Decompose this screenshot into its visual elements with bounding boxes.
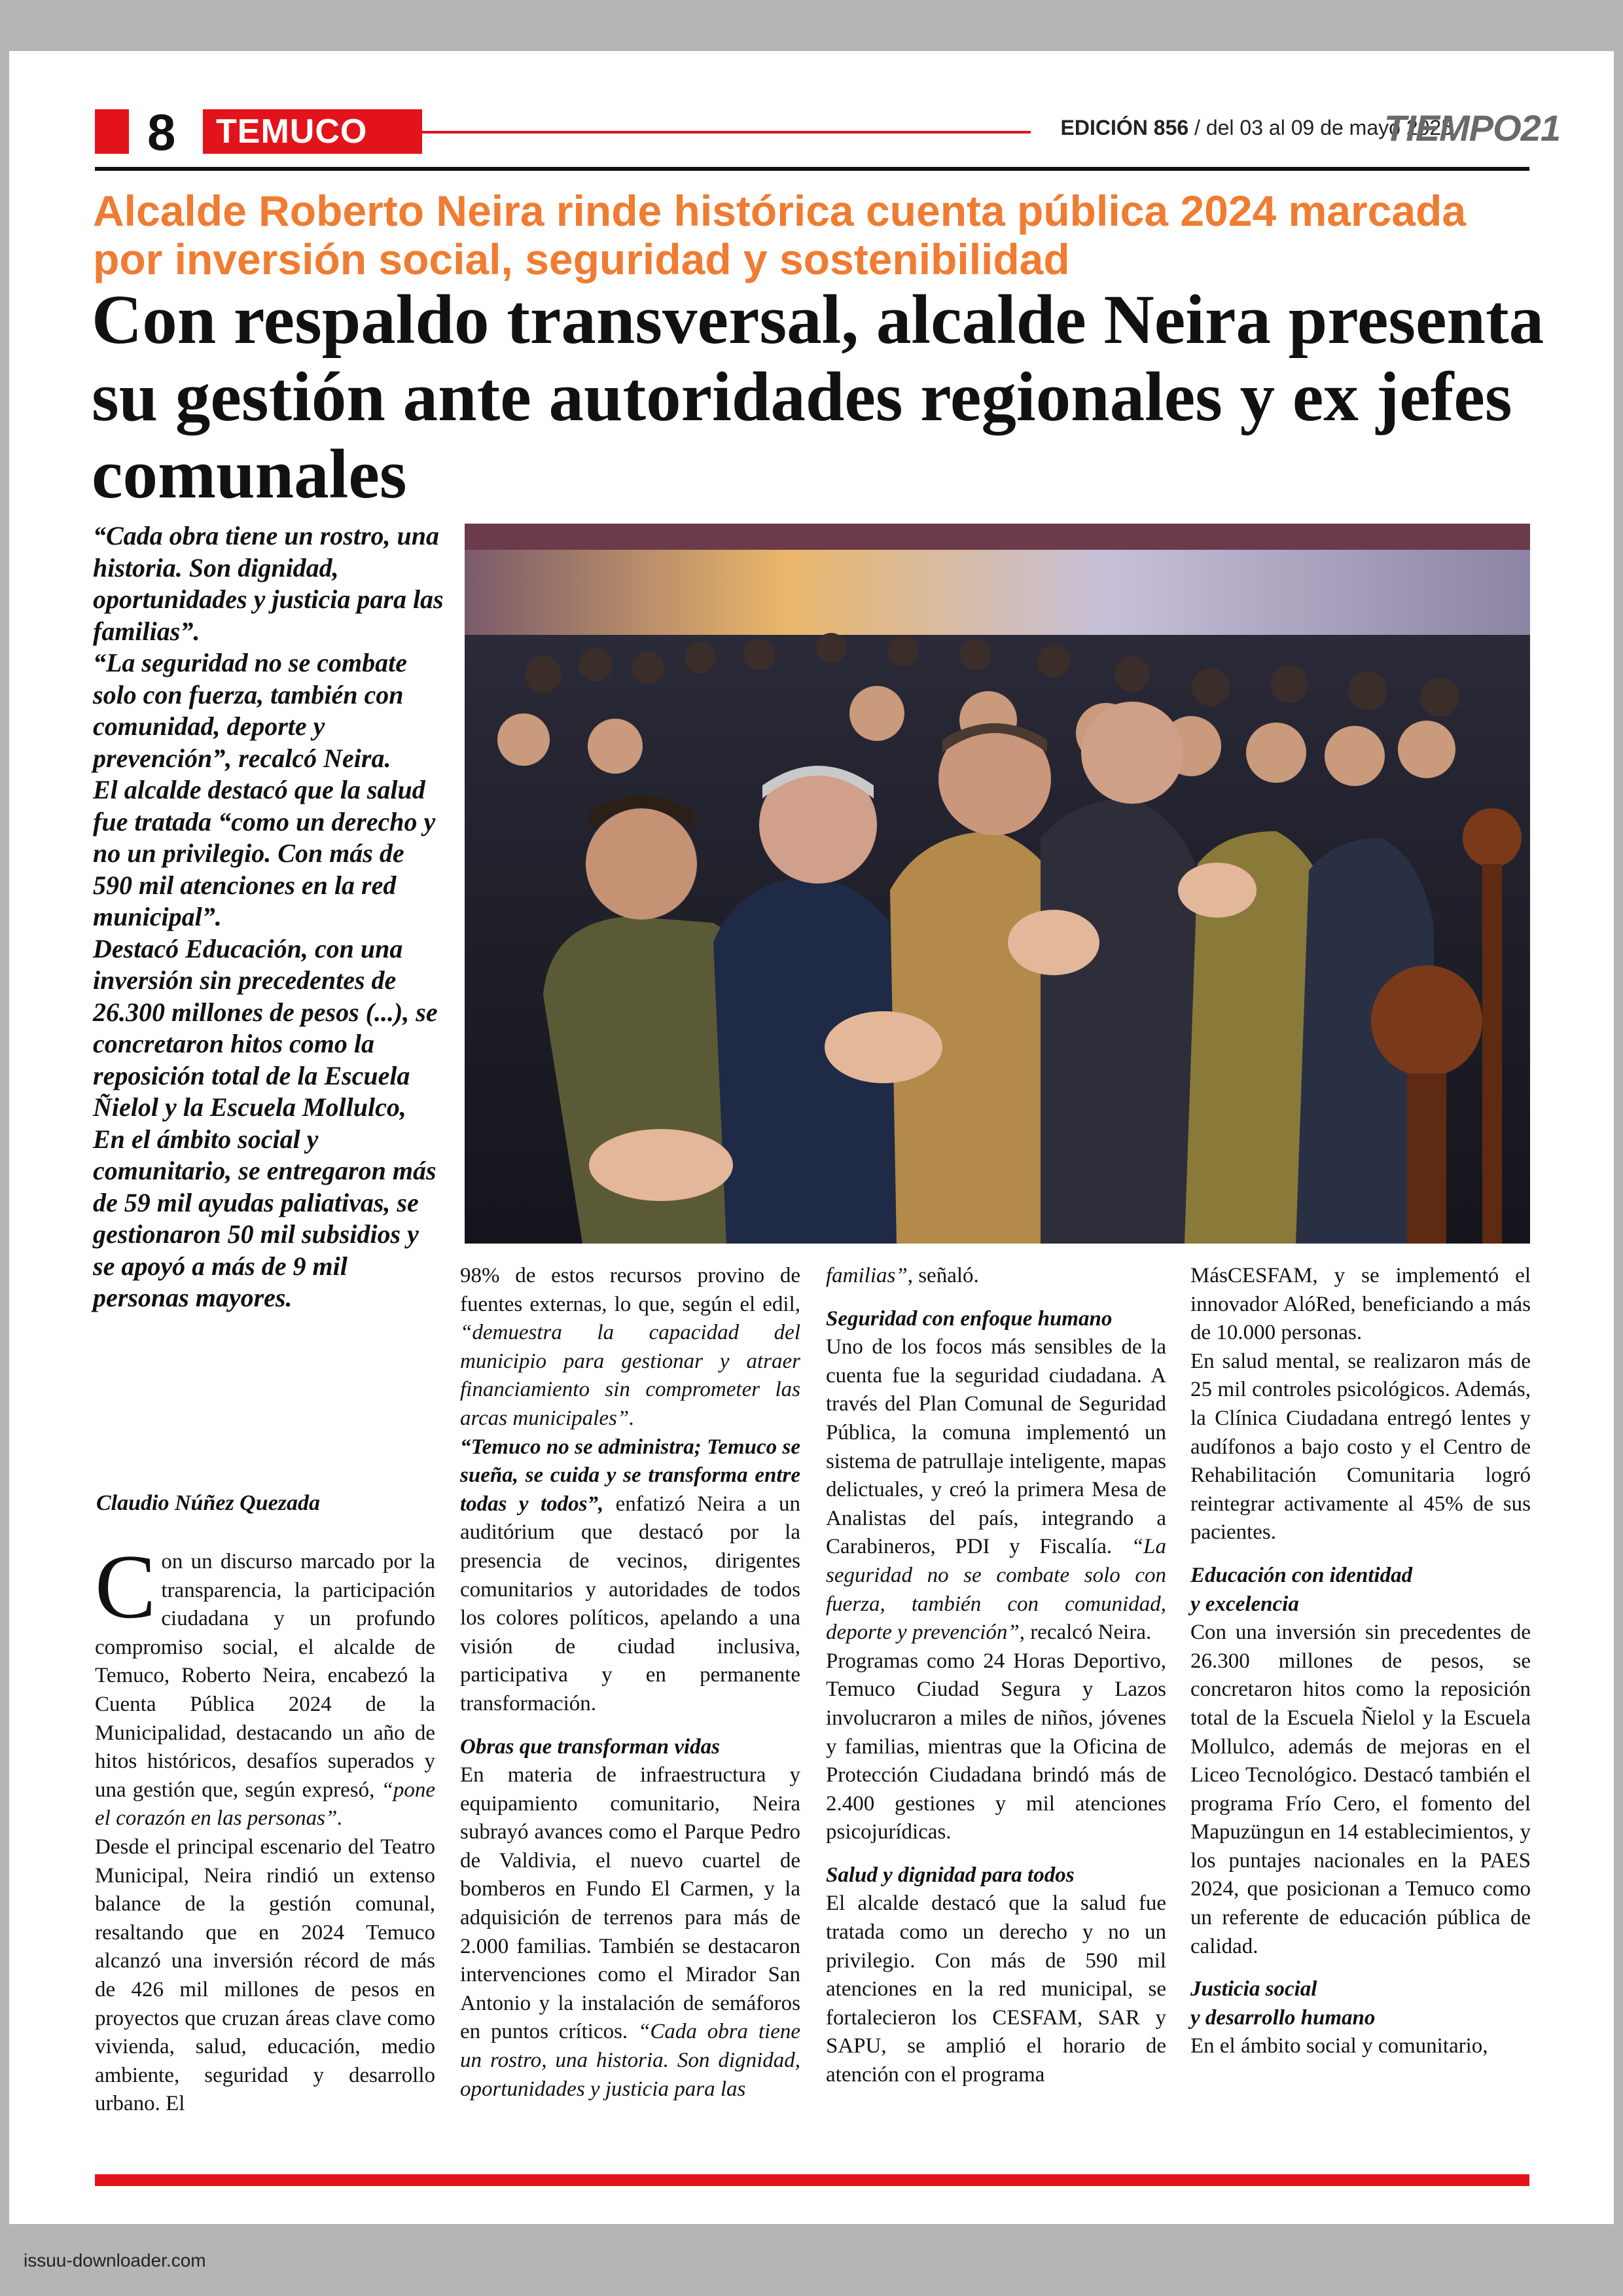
text-run: , recalcó Neira. <box>1019 1621 1152 1645</box>
paragraph <box>460 1761 800 2104</box>
edition-info <box>942 116 1453 140</box>
header-red-line <box>422 131 1031 134</box>
text-run: 98% de estos recursos provino de fuentes externas, lo que, según el edil, <box>460 1264 800 1316</box>
text-run: Uno de los focos más sensibles de la cuenta fue la seguridad ciudadana. A través del Plan Comunal de Seguridad Pública, la comuna implementó un sistema de patrullaje inteligente, mapas delictuales, y creó la primera Mesa de Analistas del país, integrando a Carabineros, PDI y Fiscalía. <box>826 1335 1166 1559</box>
section-label: TEMUCO <box>203 109 422 154</box>
audience-photo-illustration <box>465 524 1530 1244</box>
article-column-2 <box>460 1262 800 2104</box>
page-number: 8 <box>147 103 176 161</box>
paragraph: El alcalde destacó que la salud fue tratada como un derecho y no un privilegio. Con más de 590 mil atenciones en la red municipal, se fortalecieron los CESFAM, SAR y SAPU, se amplió el horario de atención con el programa <box>826 1892 1166 2087</box>
text-run: enfatizó Neira a un auditórium que destacó por la presencia de vecinos, dirigentes comunitarios y autoridades de todos los colores políticos, apelando a una visión de ciudad inclusiva, participativa y en permanente transformación. <box>460 1492 800 1715</box>
subheading: Salud y dignidad para todos <box>826 1863 1075 1887</box>
edition-dates: / del 03 al 09 de mayo 2025 <box>1194 116 1453 139</box>
subheading: Seguridad con enfoque humano <box>826 1306 1113 1331</box>
headline: Con respaldo transversal, alcalde Neira presenta su gestión ante autoridades regionales y ex jefes comunales <box>92 281 1544 513</box>
paragraph <box>460 1433 800 1719</box>
event-photo <box>465 524 1530 1244</box>
highlight-quote: “La seguridad no se combate solo con fuerza, también con comunidad, deporte y prevención”, recalcó Neira. <box>93 648 407 773</box>
paragraph <box>460 1262 800 1433</box>
highlight-quote: “Cada obra tiene un rostro, una historia. Son dignidad, oportunidades y justicia para las familias”. <box>93 521 444 646</box>
newspaper-logo: TIEMPO21 <box>1384 107 1560 149</box>
byline: Claudio Núñez Quezada <box>96 1491 320 1515</box>
paragraph: MásCESFAM, y se implementó el innovador AlóRed, beneficiando a más de 10.000 personas. <box>1190 1264 1531 1345</box>
footer-credit: issuu-downloader.com <box>24 2250 206 2270</box>
text-run: En materia de infraestructura y equipamiento comunitario, Neira subrayó avances como el Parque Pedro de Valdivia, el nuevo cuartel de bomberos en Fundo El Carmen, y la adquisición de terrenos para más de 2.000 familias. También se destacaron intervenciones como el Mirador San Antonio y la instalación de semáforos en puntos críticos. <box>460 1763 800 2044</box>
subheading: Educación con identidad <box>1190 1563 1413 1587</box>
quote-run: “Temuco no se administra; Temuco se sueña, se cuida y se transforma entre todas y todos”, <box>460 1435 800 1516</box>
header-red-block <box>95 109 129 154</box>
quote-run: “demuestra la capacidad del municipio para gestionar y atraer financiamiento sin comprometer las arcas municipales”. <box>460 1321 800 1430</box>
quote-run: “pone el corazón en las personas”. <box>95 1778 435 1831</box>
paragraph: En el ámbito social y comunitario, <box>1190 2034 1488 2058</box>
paragraph: Desde el principal escenario del Teatro Municipal, Neira rindió un extenso balance de la gestión comunal, resaltando que en 2024 Temuco alcanzó una inversión récord de más de 426 mil millones de pesos en proyectos que cruzan áreas clave como vivienda, salud, educación, medio ambiente, seguridad y desarrollo urbano. El <box>95 1835 435 2116</box>
highlight-quote: El alcalde destacó que la salud fue tratada “como un derecho y no un privilegio. Con más de 590 mil atenciones en la red municipal”. <box>93 775 436 931</box>
kicker: Alcalde Roberto Neira rinde histórica cuenta pública 2024 marcada por inversión social, seguridad y sostenibilidad <box>93 187 1467 283</box>
subheading: Justicia social <box>1190 1977 1317 2001</box>
highlights-sidebar <box>93 520 446 1314</box>
highlight-quote: En el ámbito social y comunitario, se entregaron más de 59 mil ayudas paliativas, se gestionaron 50 mil subsidios y se apoyó a más de 9 mil personas mayores. <box>93 1124 437 1312</box>
subheading: y excelencia <box>1190 1592 1299 1616</box>
quote-run: “Cada obra tiene un rostro, una historia. Son dignidad, oportunidades y justicia para las <box>460 2020 800 2101</box>
paragraph: Con una inversión sin precedentes de 26.300 millones de pesos, se concretaron hitos como la reposición total de la Escuela Ñielol y la Escuela Mollulco, además de mejoras en el Liceo Tecnológico. Destacó también el programa Frío Cero, el fomento del Mapuzüngun en 14 establecimientos, y los puntajes nacionales en la PAES 2024, que posicionan a Temuco como un referente de educación pública de calidad. <box>1190 1621 1531 1958</box>
article-column-1 <box>95 1536 435 2119</box>
edition-label: EDICIÓN 856 <box>1060 116 1189 139</box>
subheading: y desarrollo humano <box>1190 2005 1376 2030</box>
page-header <box>95 103 1560 170</box>
paragraph <box>95 1536 435 1833</box>
article-column-4 <box>1190 1262 1531 2061</box>
text-run: on un discurso marcado por la transparencia, la participación ciudadana y un profundo compromiso social, el alcalde de Temuco, Roberto Neira, encabezó la Cuenta Pública 2024 de la Municipalidad, destacando un año de hitos históricos, desafíos superados y una gestión que, según expresó, <box>95 1550 435 1802</box>
drop-cap: C <box>95 1536 156 1638</box>
paragraph: Programas como 24 Horas Deportivo, Temuco Ciudad Segura y Lazos involucraron a miles de niños, jóvenes y familias, mientras que la Oficina de Protección Ciudadana brindó más de 2.400 gestiones y mil atenciones psicojurídicas. <box>826 1649 1166 1844</box>
bottom-rule <box>95 2174 1529 2186</box>
paragraph <box>826 1333 1166 1647</box>
text-run: , señaló. <box>907 1264 979 1287</box>
paragraph <box>826 1262 1166 1291</box>
quote-run: familias” <box>826 1264 908 1287</box>
highlight-quote: Destacó Educación, con una inversión sin precedentes de 26.300 millones de pesos (...), se concretaron hitos como la reposición total de la Escuela Ñielol y la Escuela Mollulco, <box>93 933 438 1122</box>
article-column-3 <box>826 1262 1166 2090</box>
quote-run: “La seguridad no se combate solo con fuerza, también con comunidad, deporte y prevención” <box>826 1535 1166 1645</box>
paragraph: En salud mental, se realizaron más de 25 mil controles psicológicos. Además, la Clínica Ciudadana entregó lentes y audífonos a bajo costo y el Centro de Rehabilitación Comunitaria logró reintegrar activamente al 45% de sus pacientes. <box>1190 1349 1531 1545</box>
subheading: Obras que transforman vidas <box>460 1734 720 1759</box>
header-rule <box>95 167 1529 171</box>
